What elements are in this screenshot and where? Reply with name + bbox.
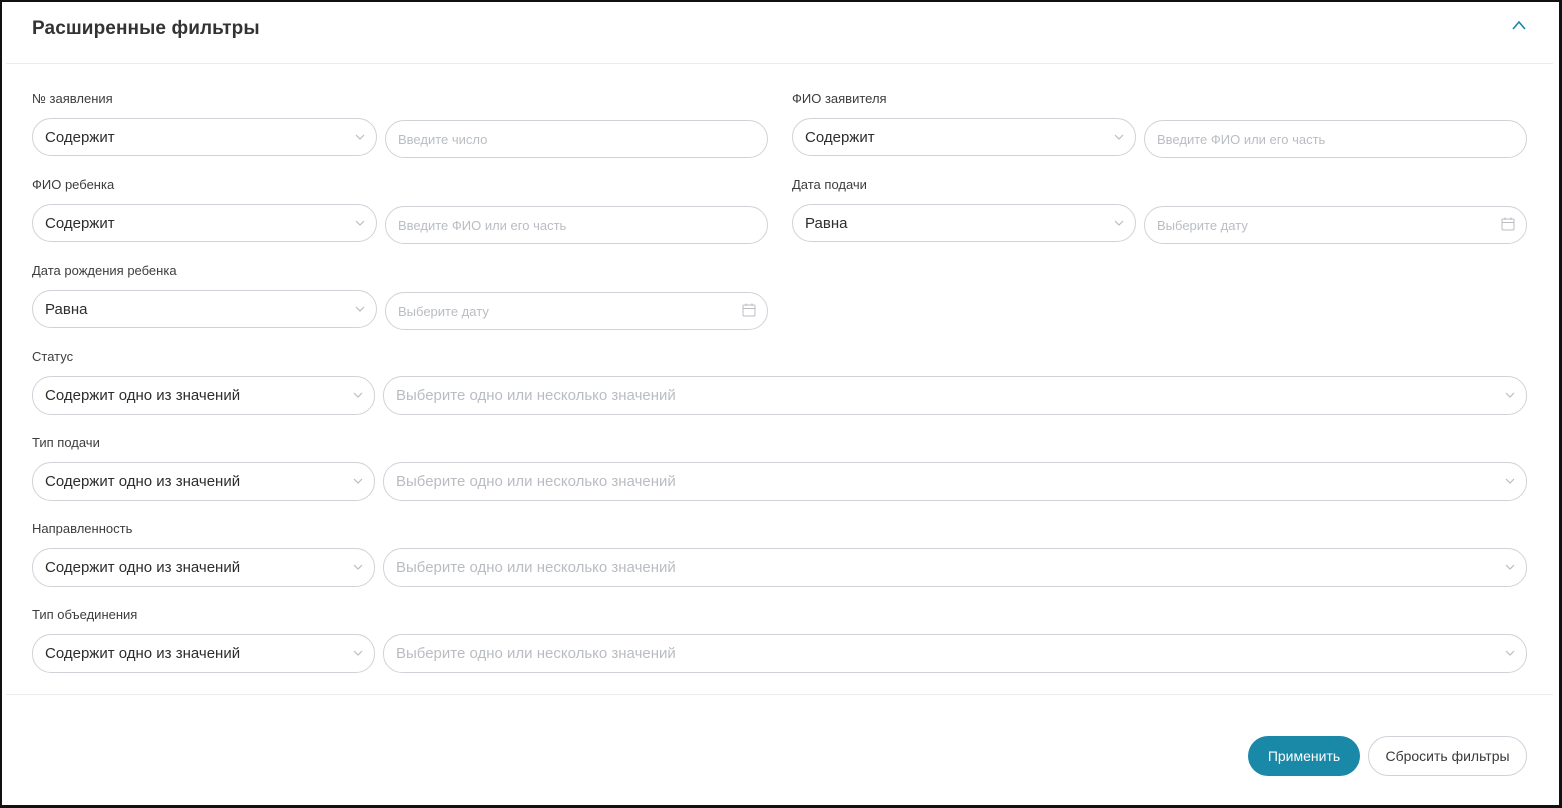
submit-date-operator-select[interactable] <box>792 204 1136 242</box>
child-name-input[interactable] <box>385 206 768 244</box>
applicant-name-operator-value: Содержит <box>805 129 875 146</box>
chevron-down-icon <box>354 217 366 229</box>
submit-date-label: Дата подачи <box>792 177 867 192</box>
association-type-values-select[interactable] <box>383 634 1527 673</box>
association-type-operator-select[interactable] <box>32 634 375 673</box>
chevron-down-icon <box>352 389 364 401</box>
chevron-down-icon <box>1113 217 1125 229</box>
association-type-values-placeholder: Выберите одно или несколько значений <box>396 645 676 662</box>
applicant-name-input[interactable] <box>1144 120 1527 158</box>
panel-title: Расширенные фильтры <box>32 18 260 39</box>
apply-button[interactable]: Применить <box>1248 736 1360 776</box>
submit-type-operator-value: Содержит одно из значений <box>45 473 241 490</box>
application-no-placeholder: Введите число <box>398 132 488 147</box>
chevron-down-icon <box>352 647 364 659</box>
status-values-select[interactable] <box>383 376 1527 415</box>
chevron-down-icon <box>352 475 364 487</box>
application-no-operator-select[interactable] <box>32 118 377 156</box>
direction-operator-value: Содержит одно из значений <box>45 559 241 576</box>
applicant-name-operator-select[interactable] <box>792 118 1136 156</box>
child-birth-date-input[interactable] <box>385 292 768 330</box>
child-birth-date-label: Дата рождения ребенка <box>32 263 177 278</box>
association-type-label: Тип объединения <box>32 607 138 622</box>
child-name-label: ФИО ребенка <box>32 177 115 192</box>
association-type-operator-value: Содержит одно из значений <box>45 645 241 662</box>
submit-date-placeholder: Выберите дату <box>1157 218 1248 233</box>
reset-filters-button[interactable]: Сбросить фильтры <box>1368 736 1527 776</box>
direction-values-placeholder: Выберите одно или несколько значений <box>396 559 676 576</box>
child-birth-date-operator-value: Равна <box>45 301 88 318</box>
direction-operator-select[interactable] <box>32 548 375 587</box>
applicant-name-placeholder: Введите ФИО или его часть <box>1157 132 1326 147</box>
submit-type-label: Тип подачи <box>32 435 100 450</box>
calendar-icon[interactable] <box>742 303 756 317</box>
submit-date-operator-value: Равна <box>805 215 848 232</box>
footer-divider <box>6 694 1553 695</box>
application-no-input[interactable] <box>385 120 768 158</box>
submit-type-values-select[interactable] <box>383 462 1527 501</box>
calendar-icon[interactable] <box>1501 217 1515 231</box>
chevron-up-icon[interactable] <box>1510 18 1528 34</box>
submit-type-values-placeholder: Выберите одно или несколько значений <box>396 473 676 490</box>
chevron-down-icon <box>354 303 366 315</box>
chevron-down-icon <box>1504 389 1516 401</box>
direction-label: Направленность <box>32 521 133 536</box>
status-label: Статус <box>32 349 74 364</box>
submit-type-operator-select[interactable] <box>32 462 375 501</box>
status-values-placeholder: Выберите одно или несколько значений <box>396 387 676 404</box>
chevron-down-icon <box>1113 131 1125 143</box>
direction-values-select[interactable] <box>383 548 1527 587</box>
submit-date-input[interactable] <box>1144 206 1527 244</box>
status-operator-select[interactable] <box>32 376 375 415</box>
chevron-down-icon <box>1504 475 1516 487</box>
status-operator-value: Содержит одно из значений <box>45 387 241 404</box>
chevron-down-icon <box>1504 647 1516 659</box>
chevron-down-icon <box>352 561 364 573</box>
chevron-down-icon <box>354 131 366 143</box>
filter-panel-header <box>6 4 1553 64</box>
child-name-operator-value: Содержит <box>45 215 115 232</box>
application-no-operator-value: Содержит <box>45 129 115 146</box>
child-birth-date-operator-select[interactable] <box>32 290 377 328</box>
application-no-label: № заявления <box>32 91 113 106</box>
child-birth-date-placeholder: Выберите дату <box>398 304 489 319</box>
chevron-down-icon <box>1504 561 1516 573</box>
child-name-placeholder: Введите ФИО или его часть <box>398 218 567 233</box>
child-name-operator-select[interactable] <box>32 204 377 242</box>
applicant-name-label: ФИО заявителя <box>792 91 887 106</box>
